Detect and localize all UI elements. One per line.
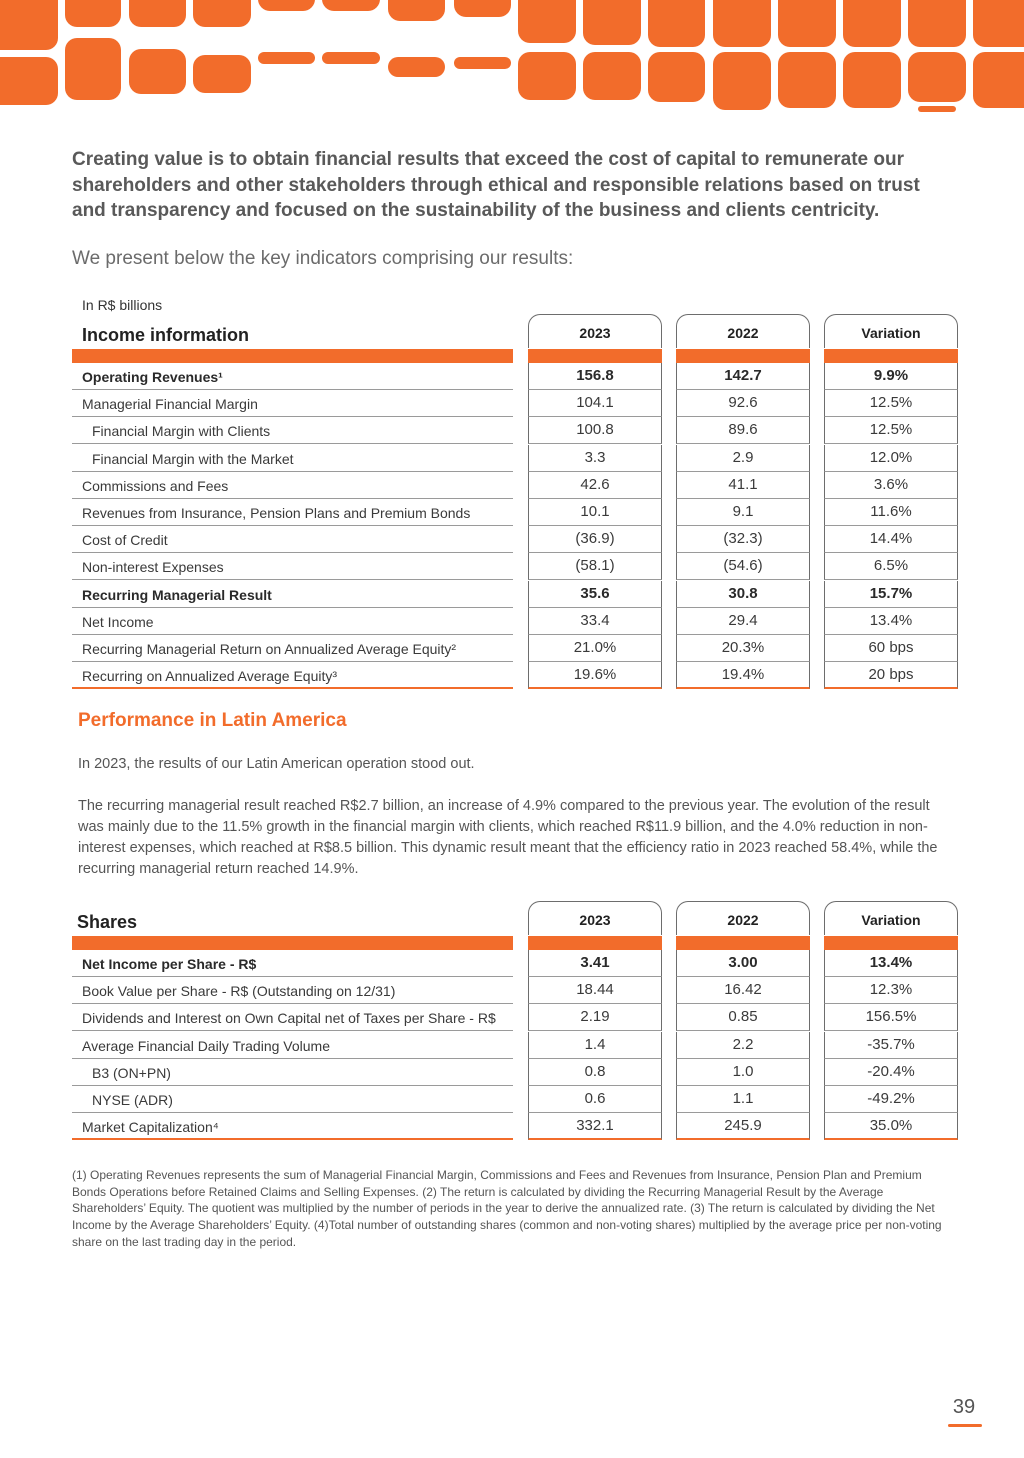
row-label: Net Income per Share - R$ xyxy=(72,950,513,977)
value-2022: 30.8 xyxy=(676,581,810,608)
value-2023: (58.1) xyxy=(528,553,662,580)
value-2022: 3.00 xyxy=(676,950,810,977)
value-2023: 2.19 xyxy=(528,1004,662,1031)
row-label: Market Capitalization⁴ xyxy=(72,1113,513,1140)
row-label: Recurring on Annualized Average Equity³ xyxy=(72,662,513,689)
value-variation: 6.5% xyxy=(824,553,958,580)
col-header-2022: 2022 xyxy=(676,314,810,348)
table-row xyxy=(72,1086,958,1113)
table-row xyxy=(72,608,958,635)
row-label: Financial Margin with Clients xyxy=(72,417,513,444)
value-2023: (36.9) xyxy=(528,526,662,553)
value-variation: 15.7% xyxy=(824,581,958,608)
decorative-banner xyxy=(0,0,1024,112)
intro-statement: Creating value is to obtain financial results that exceed the cost of capital to remunerate our shareholders and other stakeholders through ethical and responsible relations based on trust and transparency and focused on the sustainability of the business and clients centricity. xyxy=(72,149,920,221)
table-row xyxy=(72,635,958,662)
lead-text: We present below the key indicators comprising our results: xyxy=(72,248,574,269)
table-row xyxy=(72,363,958,390)
header-band xyxy=(676,936,810,950)
row-label: Recurring Managerial Result xyxy=(72,581,513,608)
table-row xyxy=(72,472,958,499)
latam-section-title: Performance in Latin America xyxy=(78,710,347,731)
value-2023: 35.6 xyxy=(528,581,662,608)
value-2022: 142.7 xyxy=(676,363,810,390)
value-2023: 332.1 xyxy=(528,1113,662,1140)
value-2022: 1.0 xyxy=(676,1059,810,1086)
value-2022: 1.1 xyxy=(676,1086,810,1113)
row-label: Net Income xyxy=(72,608,513,635)
value-2022: 20.3% xyxy=(676,635,810,662)
row-label: Recurring Managerial Return on Annualized Average Equity² xyxy=(72,635,513,662)
income-table-title: Income information xyxy=(82,325,250,345)
value-2023: 104.1 xyxy=(528,390,662,417)
table-row xyxy=(72,445,958,472)
value-variation: -20.4% xyxy=(824,1059,958,1086)
value-2022: 2.9 xyxy=(676,445,810,472)
row-label: B3 (ON+PN) xyxy=(72,1059,513,1086)
col-header-2023: 2023 xyxy=(528,901,662,935)
value-2022: 41.1 xyxy=(676,472,810,499)
table-row xyxy=(72,950,958,977)
row-label: Financial Margin with the Market xyxy=(72,445,513,472)
value-2022: (32.3) xyxy=(676,526,810,553)
table-row xyxy=(72,977,958,1004)
unit-label: In R$ billions xyxy=(82,297,163,313)
row-label: NYSE (ADR) xyxy=(72,1086,513,1113)
value-variation: 12.0% xyxy=(824,445,958,472)
value-2022: 0.85 xyxy=(676,1004,810,1031)
value-variation: -49.2% xyxy=(824,1086,958,1113)
shares-table-title: Shares xyxy=(77,912,138,932)
shares-table xyxy=(72,901,958,1144)
value-2022: 9.1 xyxy=(676,499,810,526)
latam-paragraph-1: In 2023, the results of our Latin American operation stood out. xyxy=(78,756,475,772)
value-2022: 16.42 xyxy=(676,977,810,1004)
row-label: Average Financial Daily Trading Volume xyxy=(72,1032,513,1059)
value-2023: 33.4 xyxy=(528,608,662,635)
value-2022: 2.2 xyxy=(676,1032,810,1059)
value-2023: 1.4 xyxy=(528,1032,662,1059)
table-row xyxy=(72,581,958,608)
header-band xyxy=(528,936,662,950)
value-2022: 92.6 xyxy=(676,390,810,417)
row-label: Managerial Financial Margin xyxy=(72,390,513,417)
value-2023: 18.44 xyxy=(528,977,662,1004)
header-band xyxy=(824,936,958,950)
page-number: 39 xyxy=(952,1396,976,1418)
col-header-2023: 2023 xyxy=(528,314,662,348)
row-label: Commissions and Fees xyxy=(72,472,513,499)
row-label: Non-interest Expenses xyxy=(72,553,513,580)
value-variation: 12.5% xyxy=(824,390,958,417)
table-row xyxy=(72,1032,958,1059)
value-2023: 0.6 xyxy=(528,1086,662,1113)
value-2023: 3.41 xyxy=(528,950,662,977)
value-variation: 13.4% xyxy=(824,608,958,635)
header-band xyxy=(528,349,662,363)
value-variation: 9.9% xyxy=(824,363,958,390)
value-variation: 12.3% xyxy=(824,977,958,1004)
table-row xyxy=(72,553,958,580)
value-2023: 156.8 xyxy=(528,363,662,390)
value-2022: (54.6) xyxy=(676,553,810,580)
col-header-variation: Variation xyxy=(824,901,958,935)
table-row xyxy=(72,1113,958,1140)
value-2023: 3.3 xyxy=(528,445,662,472)
latam-paragraph-2: The recurring managerial result reached R$2.7 billion, an increase of 4.9% compared to the previous year. The evolution of the result was mainly due to the 11.5% growth in the financial margin with clients, which reached R$11.9 billion, and the 4.0% reduction in non-interest expenses, which reached at R$8.5 billion. This dynamic result meant that the efficiency ratio in 2023 reached 58.4%, while the recurring managerial return reached 14.9%. xyxy=(78,798,938,877)
table-row xyxy=(72,417,958,444)
value-variation: 12.5% xyxy=(824,417,958,444)
value-2023: 42.6 xyxy=(528,472,662,499)
value-variation: 156.5% xyxy=(824,1004,958,1031)
header-band xyxy=(676,349,810,363)
value-variation: 11.6% xyxy=(824,499,958,526)
value-variation: 3.6% xyxy=(824,472,958,499)
value-variation: -35.7% xyxy=(824,1032,958,1059)
value-variation: 20 bps xyxy=(824,662,958,689)
table-row xyxy=(72,526,958,553)
row-label: Dividends and Interest on Own Capital net of Taxes per Share - R$ xyxy=(72,1004,513,1031)
row-label: Operating Revenues¹ xyxy=(72,363,513,390)
footnotes: (1) Operating Revenues represents the sum of Managerial Financial Margin, Commissions and Fees and Revenues from Insurance, Pension Plan and Premium Bonds Operations before Retained Claims and Selling Expenses. (2) The return is calculated by dividing the Recurring Managerial Result by the Average Shareholders’ Equity. The quotient was multiplied by the number of periods in the year to derive the annualized rate. (3) The return is calculated by dividing the Net Income by the Average Shareholders’ Equity. (4)Total number of outstanding shares (common and non-voting shares) multiplied by the average price per non-voting share on the last trading day in the period. xyxy=(72,1168,942,1249)
value-2023: 0.8 xyxy=(528,1059,662,1086)
page-number-underline xyxy=(948,1424,982,1427)
value-2023: 19.6% xyxy=(528,662,662,689)
row-label: Cost of Credit xyxy=(72,526,513,553)
row-label: Book Value per Share - R$ (Outstanding on 12/31) xyxy=(72,977,513,1004)
value-2022: 245.9 xyxy=(676,1113,810,1140)
value-2023: 21.0% xyxy=(528,635,662,662)
value-2022: 19.4% xyxy=(676,662,810,689)
header-band xyxy=(824,349,958,363)
table-row xyxy=(72,1004,958,1031)
col-header-2022: 2022 xyxy=(676,901,810,935)
income-table xyxy=(72,314,958,692)
table-row xyxy=(72,390,958,417)
row-label: Revenues from Insurance, Pension Plans and Premium Bonds xyxy=(72,499,513,526)
value-2023: 100.8 xyxy=(528,417,662,444)
value-2023: 10.1 xyxy=(528,499,662,526)
header-band xyxy=(72,936,513,950)
col-header-variation: Variation xyxy=(824,314,958,348)
table-row xyxy=(72,662,958,689)
value-variation: 60 bps xyxy=(824,635,958,662)
value-2022: 89.6 xyxy=(676,417,810,444)
value-variation: 14.4% xyxy=(824,526,958,553)
header-band xyxy=(72,349,513,363)
table-row xyxy=(72,499,958,526)
table-row xyxy=(72,1059,958,1086)
value-variation: 35.0% xyxy=(824,1113,958,1140)
value-2022: 29.4 xyxy=(676,608,810,635)
value-variation: 13.4% xyxy=(824,950,958,977)
